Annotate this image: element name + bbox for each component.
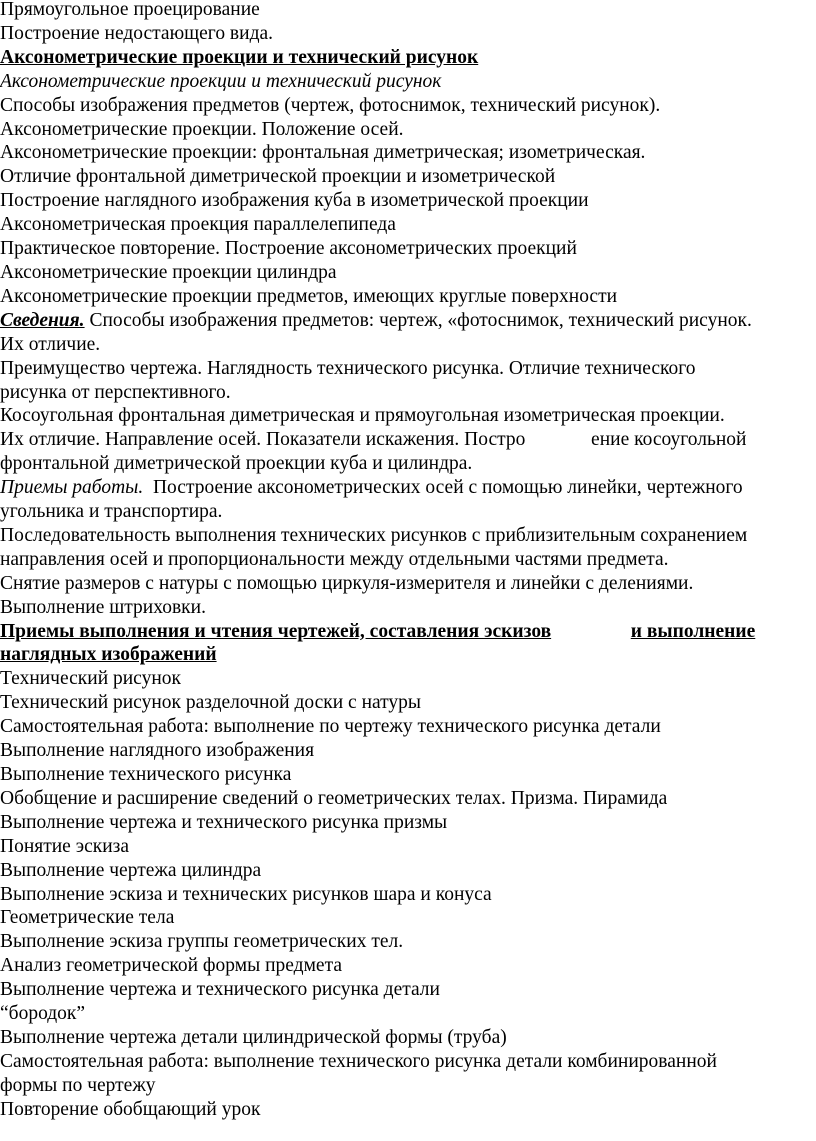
heading-fragment: и выполнение	[630, 620, 756, 642]
text-line: Выполнение чертежа цилиндра	[0, 859, 262, 881]
text-line: Выполнение наглядного изображения	[0, 740, 315, 762]
subsection-heading: Аксонометрические проекции и технический рисунок	[0, 70, 442, 92]
text-line: Технический рисунок разделочной доски с натуры	[0, 692, 422, 714]
text-line: Выполнение чертежа детали цилиндрической формы (труба)	[0, 1026, 507, 1048]
text-line: Прямоугольное проецирование	[0, 0, 260, 20]
text-line: Аксонометрические проекции предметов, имеющих круглые поверхности	[0, 285, 618, 307]
info-label: Сведения.	[0, 309, 85, 331]
text-line: Аксонометрические проекции: фронтальная диметрическая; изометрическая.	[0, 142, 646, 164]
text-line: “бородок”	[0, 1003, 86, 1025]
text-line: Обобщение и расширение сведений о геометрических телах. Призма. Пирамида	[0, 787, 668, 809]
text-line: Снятие размеров с натуры с помощью циркуля-измерителя и линейки с делениями.	[0, 572, 694, 594]
text-line: Построение недостающего вида.	[0, 22, 274, 44]
text-line: угольника и транспортира.	[0, 501, 223, 523]
section-heading: Аксонометрические проекции и технический рисунок	[0, 46, 479, 68]
text-line: Аксонометрическая проекция параллелепипеда	[0, 214, 396, 236]
section-heading: наглядных изображений	[0, 644, 217, 666]
info-text: Способы изображения предметов: чертеж, «фотоснимок, технический рисунок.	[84, 309, 752, 331]
text-line: Способы изображения предметов (чертеж, фотоснимок, технический рисунок).	[0, 94, 661, 116]
text-line: Выполнение технического рисунка	[0, 764, 292, 785]
text-line: Самостоятельная работа: выполнение по чертежу технического рисунка детали	[0, 716, 661, 738]
section-heading	[0, 620, 812, 644]
text-line: формы по чертежу	[0, 1074, 156, 1096]
text-line: Построение наглядного изображения куба в изометрической проекции	[0, 190, 589, 212]
heading-fragment: Приемы выполнения и чтения чертежей, составления эскизов	[0, 620, 552, 642]
text-line: Выполнение штриховки.	[0, 596, 206, 618]
text-line: Аксонометрические проекции цилиндра	[0, 261, 337, 283]
text-line: Последовательность выполнения технических рисунков с приблизительным сохранением	[0, 524, 748, 546]
text-line: Повторение обобщающий урок	[0, 1098, 261, 1120]
text-line: Выполнение эскиза группы геометрических тел.	[0, 931, 404, 953]
text-line: Практическое повторение. Построение аксонометрических проекций	[0, 238, 577, 260]
text-line: Аксонометрические проекции. Положение осей.	[0, 118, 404, 140]
text-line: направления осей и пропорциональности между отдельными частями предмета.	[0, 548, 669, 570]
text-line: Выполнение эскиза и технических рисунков шара и конуса	[0, 883, 492, 905]
text-line: рисунка от перспективного.	[0, 381, 231, 403]
methods-text: Построение аксонометрических осей с помощью линейки, чертежного	[143, 477, 743, 499]
text-line: Самостоятельная работа: выполнение технического рисунка детали комбинированной	[0, 1050, 717, 1072]
text-line: Выполнение чертежа и технического рисунка призмы	[0, 811, 448, 833]
text-line: Понятие эскиза	[0, 835, 130, 857]
text-line: фронтальной диметрической проекции куба и цилиндра.	[0, 453, 473, 475]
text-line	[0, 428, 812, 452]
text-line	[0, 476, 812, 500]
text-line: Технический рисунок	[0, 668, 181, 690]
text-line: Отличие фронтальной диметрической проекции и изометрической	[0, 166, 556, 188]
methods-label: Приемы работы.	[0, 477, 144, 499]
text-line: Анализ геометрической формы предмета	[0, 955, 342, 977]
text-line: Преимущество чертежа. Наглядность технического рисунка. Отличие технического	[0, 357, 696, 379]
text-fragment: ение косоугольной	[591, 429, 747, 451]
text-line: Выполнение чертежа и технического рисунка детали	[0, 979, 440, 1001]
text-line: Косоугольная фронтальная диметрическая и прямоугольная изометрическая проекции.	[0, 405, 725, 427]
text-fragment: Их отличие. Направление осей. Показатели искажения. Постро	[0, 429, 526, 451]
text-line: Геометрические тела	[0, 907, 175, 929]
text-line: Их отличие.	[0, 333, 101, 355]
text-line	[0, 309, 812, 333]
